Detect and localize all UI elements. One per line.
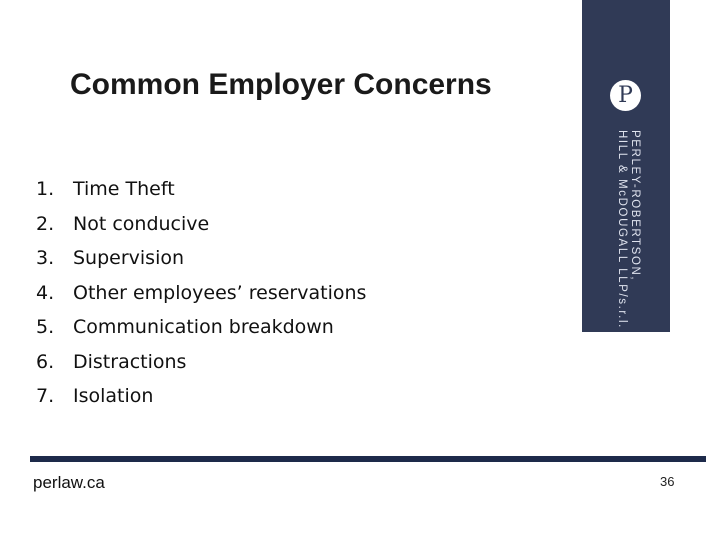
item-text: Other employees’ reservations <box>73 281 367 304</box>
item-number: 3. <box>36 247 55 270</box>
logo-letter: P <box>618 82 633 108</box>
list-item <box>36 345 366 380</box>
item-number: 2. <box>36 212 55 235</box>
firm-name-line1: PERLEY-ROBERTSON, <box>629 130 641 282</box>
firm-name <box>615 130 641 329</box>
item-number: 1. <box>36 178 55 201</box>
item-text: Supervision <box>73 247 185 270</box>
list-item <box>36 172 366 207</box>
list-item <box>36 276 366 311</box>
list-item <box>36 241 366 276</box>
item-text: Time Theft <box>73 178 175 201</box>
firm-logo <box>610 80 641 111</box>
concerns-list <box>36 172 366 414</box>
footer-url[interactable]: perlaw.ca <box>33 473 105 492</box>
list-item <box>36 310 366 345</box>
page-number: 36 <box>660 474 675 489</box>
list-item <box>36 379 366 414</box>
item-number: 7. <box>36 385 55 408</box>
item-text: Isolation <box>73 385 154 408</box>
item-number: 4. <box>36 281 55 304</box>
firm-name-line2: HILL & McDOUGALL LLP/s.r.l. <box>616 130 628 329</box>
list-item <box>36 207 366 242</box>
item-text: Communication breakdown <box>73 316 334 339</box>
item-text: Distractions <box>73 350 187 373</box>
slide-title: Common Employer Concerns <box>70 68 492 101</box>
item-number: 5. <box>36 316 55 339</box>
brand-panel <box>582 0 670 332</box>
item-number: 6. <box>36 350 55 373</box>
item-text: Not conducive <box>73 212 210 235</box>
footer-divider <box>30 456 706 462</box>
